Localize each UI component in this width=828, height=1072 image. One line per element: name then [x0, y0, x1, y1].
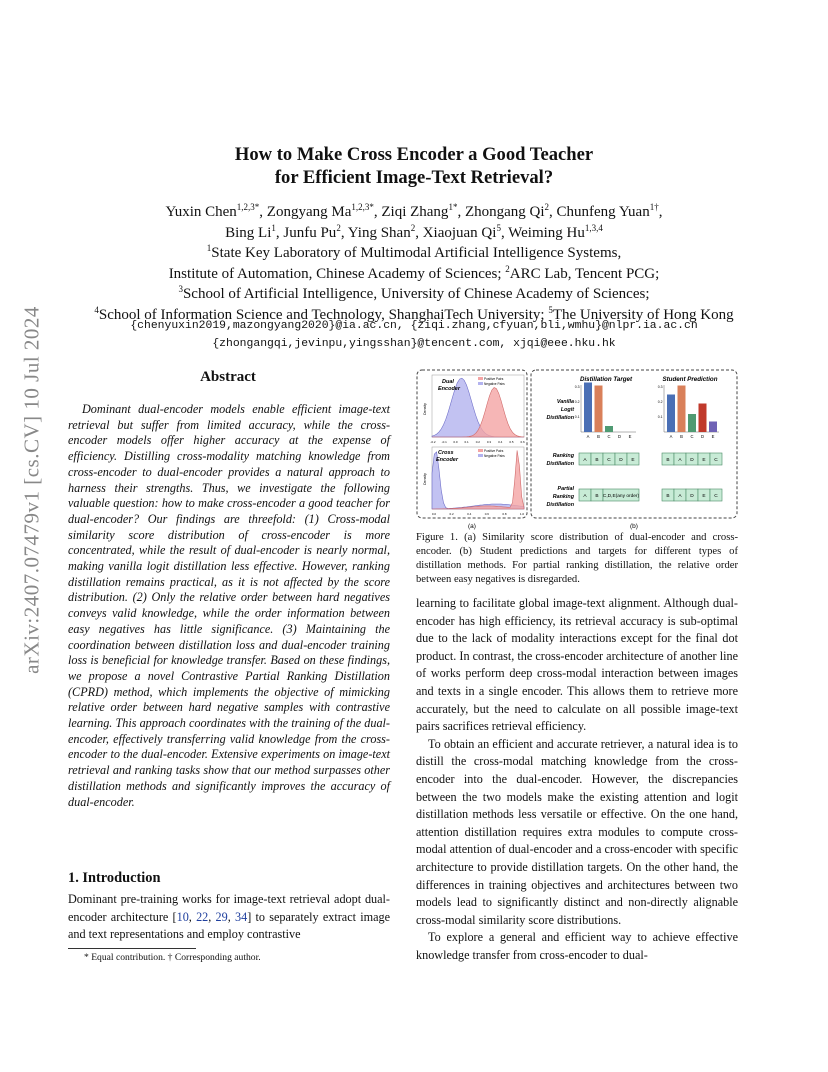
x-tick-label: 0.0	[453, 440, 458, 444]
separator: ,	[500, 224, 509, 241]
affiliation-mark: 3	[178, 284, 183, 294]
footnote-rule	[68, 948, 196, 949]
title-line-2: for Efficient Image-Text Retrieval?	[274, 167, 554, 188]
rank-box-label: C	[607, 458, 611, 464]
x-tick-label: 0.4	[467, 512, 472, 516]
intro-right-column	[416, 595, 738, 964]
bar	[688, 414, 696, 432]
affiliation-line	[0, 243, 828, 264]
x-tick-label: C	[690, 434, 694, 439]
x-tick-label: -0.2	[430, 440, 436, 444]
prediction-title: Student Prediction	[662, 376, 718, 383]
x-tick-label: -0.1	[441, 440, 447, 444]
affiliation-text: Institute of Automation, Chinese Academy of Sciences;	[168, 265, 502, 282]
prediction-bar-chart	[658, 385, 719, 439]
target-ranking-row	[579, 453, 639, 465]
y-tick-label: 0.3	[657, 385, 663, 389]
partial-ranking-label: Partial	[557, 486, 574, 492]
x-tick-label: C	[607, 434, 611, 439]
vanilla-logit-label: Logit	[560, 407, 574, 413]
bar	[678, 386, 686, 433]
partial-ranking-label: Ranking	[552, 494, 574, 500]
citation-link[interactable]: 22	[196, 909, 209, 924]
x-tick-label: 0.8	[502, 512, 507, 516]
vanilla-logit-label: Distillation	[546, 415, 574, 421]
intro-left-column	[68, 891, 390, 944]
ranking-distillation-label: Ranking	[552, 453, 574, 459]
x-tick-label: 0.3	[486, 440, 492, 444]
author-name: Yuxin Chen	[165, 204, 237, 220]
separator: ,	[259, 204, 267, 220]
legend-pos-swatch	[478, 377, 483, 380]
dual-encoder-plot	[423, 375, 525, 444]
rank-box-label: A	[583, 494, 587, 500]
author-name: Ying Shan	[347, 224, 411, 241]
x-tick-label: D	[617, 434, 622, 439]
affiliation-mark: 5	[548, 304, 553, 315]
author-affiliation-mark: 2	[336, 222, 341, 233]
affiliation-line	[0, 264, 828, 285]
y-tick-label: 0.2	[574, 400, 580, 404]
affiliation-text: School of Artificial Intelligence, University of Chinese Academy of Sciences;	[182, 286, 650, 302]
rank-box-label: D	[690, 458, 694, 464]
x-tick-label: E	[711, 434, 715, 439]
email-line: {chenyuxin2019,mazongyang2020}@ia.ac.cn, {ziqi.zhang,cfyuan,bli,wmhu}@nlpr.ia.ac.cn	[130, 320, 698, 332]
intro-paragraph: To explore a general and efficient way to achieve effective knowledge transfer from cross-encoder to dual-	[416, 930, 738, 962]
separator: ,	[658, 204, 663, 220]
dual-encoder-label: Dual	[442, 379, 454, 385]
author-affiliation-mark: 1,3,4	[584, 222, 603, 233]
x-tick-label: 0.2	[449, 512, 454, 516]
x-tick-label: 0.2	[475, 440, 480, 444]
rank-box-label: C	[714, 494, 718, 500]
rank-box-label: B	[595, 494, 599, 500]
x-tick-label: 1.0	[519, 512, 525, 516]
legend-pos-label: Positive Pairs	[484, 449, 504, 453]
abstract-body	[68, 402, 390, 810]
legend-pos-swatch	[478, 449, 483, 452]
section-heading: 1. Introduction	[68, 870, 161, 886]
author-name: Bing Li	[225, 224, 272, 241]
panel-b-label: (b)	[630, 523, 638, 530]
rank-box-label: B	[595, 458, 599, 464]
affiliation-text: State Key Laboratory of Multimodal Artificial Intelligence Systems,	[211, 245, 622, 261]
y-tick-label: 0.2	[657, 400, 663, 404]
affiliation-mark: 2	[505, 263, 510, 274]
author-name: Junfu Pu	[283, 224, 337, 241]
abstract-heading: Abstract	[200, 369, 256, 385]
author-affiliation-mark: 1*	[448, 202, 458, 212]
bar	[709, 422, 717, 433]
legend-pos-label: Positive Pairs	[484, 377, 504, 381]
cross-encoder-label: Cross	[438, 450, 454, 456]
email-line: {zhongangqi,jevinpu,yingsshan}@tencent.com, xjqi@eee.hku.hk	[212, 338, 616, 350]
author-affiliation-mark: 1	[271, 222, 276, 233]
figure-caption: Figure 1. (a) Similarity score distribution of dual-encoder and cross-encoder. (b) Student predictions and targets for different types of distillation methods. For partial ranking distillation, the relative order between easy negatives is disregarded.	[416, 532, 738, 585]
email-block	[0, 317, 828, 353]
rank-box-label: E	[631, 458, 635, 464]
legend-neg-swatch	[478, 382, 483, 385]
bar	[667, 395, 675, 433]
cross-encoder-plot	[423, 447, 524, 516]
x-tick-label: E	[628, 434, 632, 439]
dual-encoder-label: Encoder	[438, 386, 461, 392]
legend-neg-label: Negative Pairs	[484, 382, 505, 386]
x-tick-label: 0.6	[520, 440, 525, 444]
author-affiliation-mark: 2	[544, 202, 550, 212]
rank-box-label: B	[666, 494, 670, 500]
author-block	[0, 202, 828, 325]
citation-link[interactable]: 29	[215, 909, 228, 924]
rank-box-label: D	[690, 494, 694, 500]
separator: ,	[340, 224, 348, 241]
target-title: Distillation Target	[579, 376, 633, 383]
affiliation-text: ARC Lab, Tencent PCG;	[509, 265, 660, 282]
bar	[584, 383, 592, 433]
author-name: Xiaojuan Qi	[422, 224, 497, 241]
author-name: Zhongang Qi	[464, 204, 545, 220]
separator: ,	[373, 204, 382, 220]
ranking-distillation-label: Distillation	[546, 461, 574, 467]
rank-box-label: E	[702, 494, 706, 500]
x-tick-label: D	[700, 434, 705, 439]
author-name: Zongyang Ma	[266, 204, 352, 220]
author-affiliation-mark: 5	[496, 222, 501, 233]
affiliation-text: The University of Hong Kong	[552, 306, 734, 323]
x-tick-label: B	[597, 434, 600, 439]
rank-box-label: D	[619, 458, 623, 464]
author-name: Weiming Hu	[508, 224, 585, 241]
panel-a-label: (a)	[468, 523, 476, 530]
rank-box-label: A	[583, 458, 587, 464]
author-line	[0, 223, 828, 244]
intro-paragraph: learning to facilitate global image-text alignment. Although dual-encoder has high efficiency, its retrieval accuracy is sub-optimal due to the lack of modality interactions except for the final dot product. In contrast, the cross-encoder architecture of another line of works perform deep cross-modal interaction between images and texts in a single encoder. This allows them to retrieve more accurately, but the need to calculate on all possible image-text pairs sacrifices retrieval efficiency.	[416, 596, 738, 734]
intro-paragraph: Dominant pre-training works for image-text retrieval adopt dual-encoder architecture [10, 22, 29, 34] to separately extract image and text representations and employ contrastive	[68, 892, 391, 942]
vanilla-logit-label: Vanilla	[556, 399, 574, 405]
separator: ,	[457, 204, 465, 220]
target-bar-chart	[575, 383, 636, 440]
figure-1	[416, 369, 738, 531]
x-tick-label: 0.5	[509, 440, 514, 444]
cross-encoder-label: Encoder	[436, 457, 459, 463]
paper-title	[0, 143, 828, 189]
prediction-ranking-row	[662, 453, 722, 465]
citation-link[interactable]: 10	[176, 909, 189, 924]
legend-neg-label: Negative Pairs	[484, 454, 505, 458]
partial-target-row	[579, 489, 640, 501]
affiliation-line	[0, 284, 828, 305]
author-affiliation-mark: 1†	[649, 202, 659, 212]
intro-paragraph: To obtain an efficient and accurate retriever, a natural idea is to distill the cross-modal matching knowledge from the cross-encoder into the dual-encoder. However, the discrepancies between the two models make the existing attention and logit distillation methods less versatile or effective. On the one hand, attention distillation requires extra modules to compute cross-modal attention of dual-encoder and a cross-encoder with specific architecture to provide distillation targets. On the other hand, the differences in training objectives and architectures between two models lead to significantly distinct and non-directly alignable cross-modal similarity score distributions.	[416, 736, 738, 927]
panel-a	[423, 375, 525, 516]
x-tick-label: 0.4	[498, 440, 503, 444]
x-tick-label: B	[680, 434, 683, 439]
separator: ,	[275, 224, 284, 241]
panel-b	[546, 376, 722, 508]
partial-ranking-label: Distillation	[546, 502, 574, 508]
bar	[699, 404, 707, 433]
rank-box-label: B	[666, 458, 670, 464]
rank-box-label: A	[678, 494, 682, 500]
x-tick-label: 0.0	[431, 512, 437, 516]
footnote: * Equal contribution. † Corresponding author.	[84, 952, 261, 963]
rank-box-label: A	[678, 458, 682, 464]
author-affiliation-mark: 1,2,3*	[351, 202, 374, 212]
x-tick-label: A	[586, 434, 590, 439]
rank-box-label: C,D,E(any order)	[602, 494, 640, 500]
author-line	[0, 202, 828, 223]
title-line-1: How to Make Cross Encoder a Good Teacher	[234, 144, 594, 165]
bar	[595, 386, 603, 433]
abstract-text: Dominant dual-encoder models enable efficient image-text retrieval but suffer from limited accuracy, while the cross-encoder models offer higher accuracy at the expense of efficiency. Distilling cross-modality matching knowledge from cross-encoder to dual-encoder provides a natural approach to harness their strengths. Thus, we investigate the following valuable question: how to make cross-encoder a good teacher for dual-encoder? Our findings are threefold: (1) Cross-modal similarity score distribution of cross-encoder is more concentrated, while the result of dual-encoder is nearly normal, making vanilla logit distillation less effective. However, ranking distillation remains practical, as it is not affected by the score distribution. (2) Only the relative order between hard negatives conveys valid knowledge, while the order information between easy negatives has little significance. (3) Maintaining the coordination between distillation loss and dual-encoder training loss is beneficial for knowledge transfer. Based on these findings, we propose a novel Contrastive Partial Ranking Distillation (CPRD) method, which implements the objective of mimicking relative order between hard negative samples with contrastive learning. This approach coordinates with the training of the dual-encoder, effectively transferring valid knowledge from the cross-encoder to the dual-encoder. Extensive experiments on image-text retrieval and ranking tasks show that our method surpasses other distillation methods and significantly improves the accuracy of dual-encoder.	[68, 402, 390, 809]
x-tick-label: 0.1	[464, 440, 469, 444]
author-affiliation-mark: 1,2,3*	[236, 202, 260, 212]
affiliation-text: School of Information Science and Technology, ShanghaiTech University;	[98, 306, 545, 323]
legend-neg-swatch	[478, 454, 483, 457]
y-tick-label: 0.1	[574, 415, 580, 419]
y-tick-label: 0.1	[657, 415, 663, 419]
author-affiliation-mark: 2	[410, 222, 416, 233]
affiliation-mark: 4	[94, 304, 99, 315]
y-tick-label: 0.3	[574, 385, 580, 389]
x-tick-label: 0.6	[484, 512, 489, 516]
partial-prediction-row	[662, 489, 722, 501]
rank-box-label: C	[714, 458, 718, 464]
rank-box-label: E	[702, 458, 706, 464]
arxiv-stamp: arXiv:2407.07479v1 [cs.CV] 10 Jul 2024	[19, 306, 44, 674]
y-axis-label: Density	[423, 403, 427, 415]
separator: ,	[415, 224, 423, 241]
x-tick-label: A	[669, 434, 673, 439]
author-name: Ziqi Zhang	[381, 204, 449, 220]
y-axis-label: Density	[423, 473, 427, 485]
author-name: Chunfeng Yuan	[556, 204, 650, 220]
separator: ,	[549, 204, 557, 220]
citation-link[interactable]: 34	[235, 909, 248, 924]
affiliation-mark: 1	[206, 243, 212, 253]
bar	[605, 426, 613, 432]
